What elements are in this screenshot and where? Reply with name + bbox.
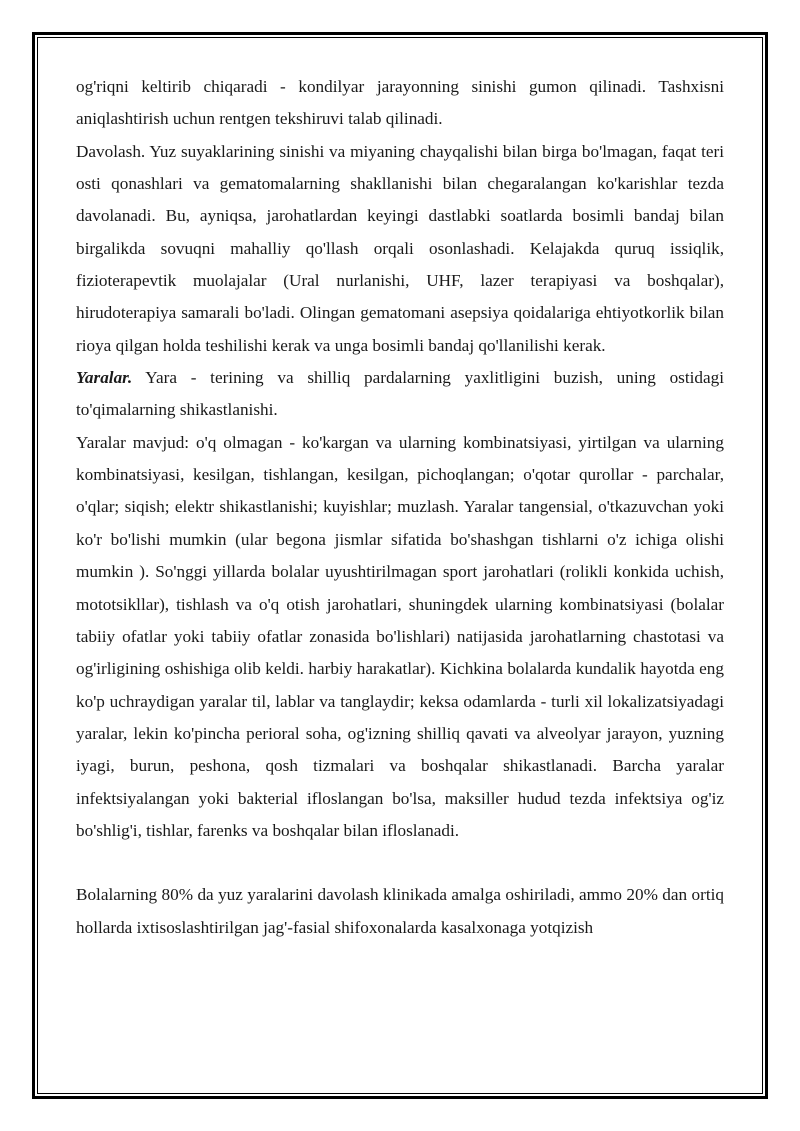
document-body	[76, 71, 724, 944]
paragraph-fracture-diagnosis: og'riqni keltirib chiqaradi - kondilyar jarayonning sinishi gumon qilinadi. Tashxisni aniqlashtirish uchun rentgen tekshiruvi talab qilinadi.	[76, 77, 724, 129]
paragraph-hospital-treatment: Bolalarning 80% da yuz yaralarini davolash klinikada amalga oshiriladi, ammo 20% dan ortiq hollarda ixtisoslashtirilgan jag'-fasial shifoxonalarda kasalxonaga yotqizish	[76, 885, 724, 937]
paragraph-treatment: Davolash. Yuz suyaklarining sinishi va miyaning chayqalishi bilan birga bo'lmagan, faqat teri osti qonashlari va gematomalarning shakllanishi bilan chegaralangan ko'karishlar tezda davolanadi. Bu, ayniqsa, jarohatlardan keyingi dastlabki soatlarda bosimli bandaj bilan birgalikda sovuqni mahalliy qo'llash orqali osonlashadi. Kelajakda quruq issiqlik, fizioterapevtik muolajalar (Ural nurlanishi, UHF, lazer terapiyasi va boshqalar), hirudoterapiya samarali bo'ladi. Olingan gematomani asepsiya qoidalariga ehtiyotkorlik bilan rioya qilgan holda teshilishi kerak va unga bosimli bandaj qo'llanilishi kerak.	[76, 141, 724, 355]
wounds-definition-text: Yara - terining va shilliq pardalarning yaxlitligini buzish, uning ostidagi to'qimalarning shikastlanishi.	[76, 368, 724, 420]
wounds-term-heading: Yaralar.	[76, 368, 133, 388]
paragraph-wound-types: Yaralar mavjud: o'q olmagan - ko'kargan va ularning kombinatsiyasi, yirtilgan va ularning kombinatsiyasi, kesilgan, tishlangan, kesilgan, pichoqlangan; o'qotar qurollar - parchalar, o'qlar; siqish; elektr shikastlanishi; kuyishlar; muzlash. Yaralar tangensial, o'tkazuvchan yoki ko'r bo'lishi mumkin (ular begona jismlar sifatida bo'shashgan tishlarni o'z ichiga olishi mumkin ). So'nggi yillarda bolalar uyushtirilmagan sport jarohatlari (rolikli konkida uchish, mototsikllar), tishlash va o'q otish jarohatlari, shuningdek ularning kombinatsiyasi (bolalar tabiiy ofatlar yoki tabiiy ofatlar zonasida bo'lishlari) natijasida jarohatlarning chastotasi va og'irligining oshishiga olib keldi. harbiy harakatlar). Kichkina bolalarda kundalik hayotda eng ko'p uchraydigan yaralar til, lablar va tanglaydir; keksa odamlarda - turli xil lokalizatsiyadagi yaralar, lekin ko'pincha perioral soha, og'izning shilliq qavati va alveolyar jarayon, yuzning iyagi, burun, peshona, qosh tizmalari va boshqalar shikastlanadi. Barcha yaralar infektsiyalangan yoki bakterial ifloslangan bo'lsa, maksiller hudud tezda infektsiya og'iz bo'shlig'i, tishlar, farenks va boshqalar bilan ifloslanadi.	[76, 432, 724, 840]
paragraph-wounds-definition	[76, 362, 724, 427]
